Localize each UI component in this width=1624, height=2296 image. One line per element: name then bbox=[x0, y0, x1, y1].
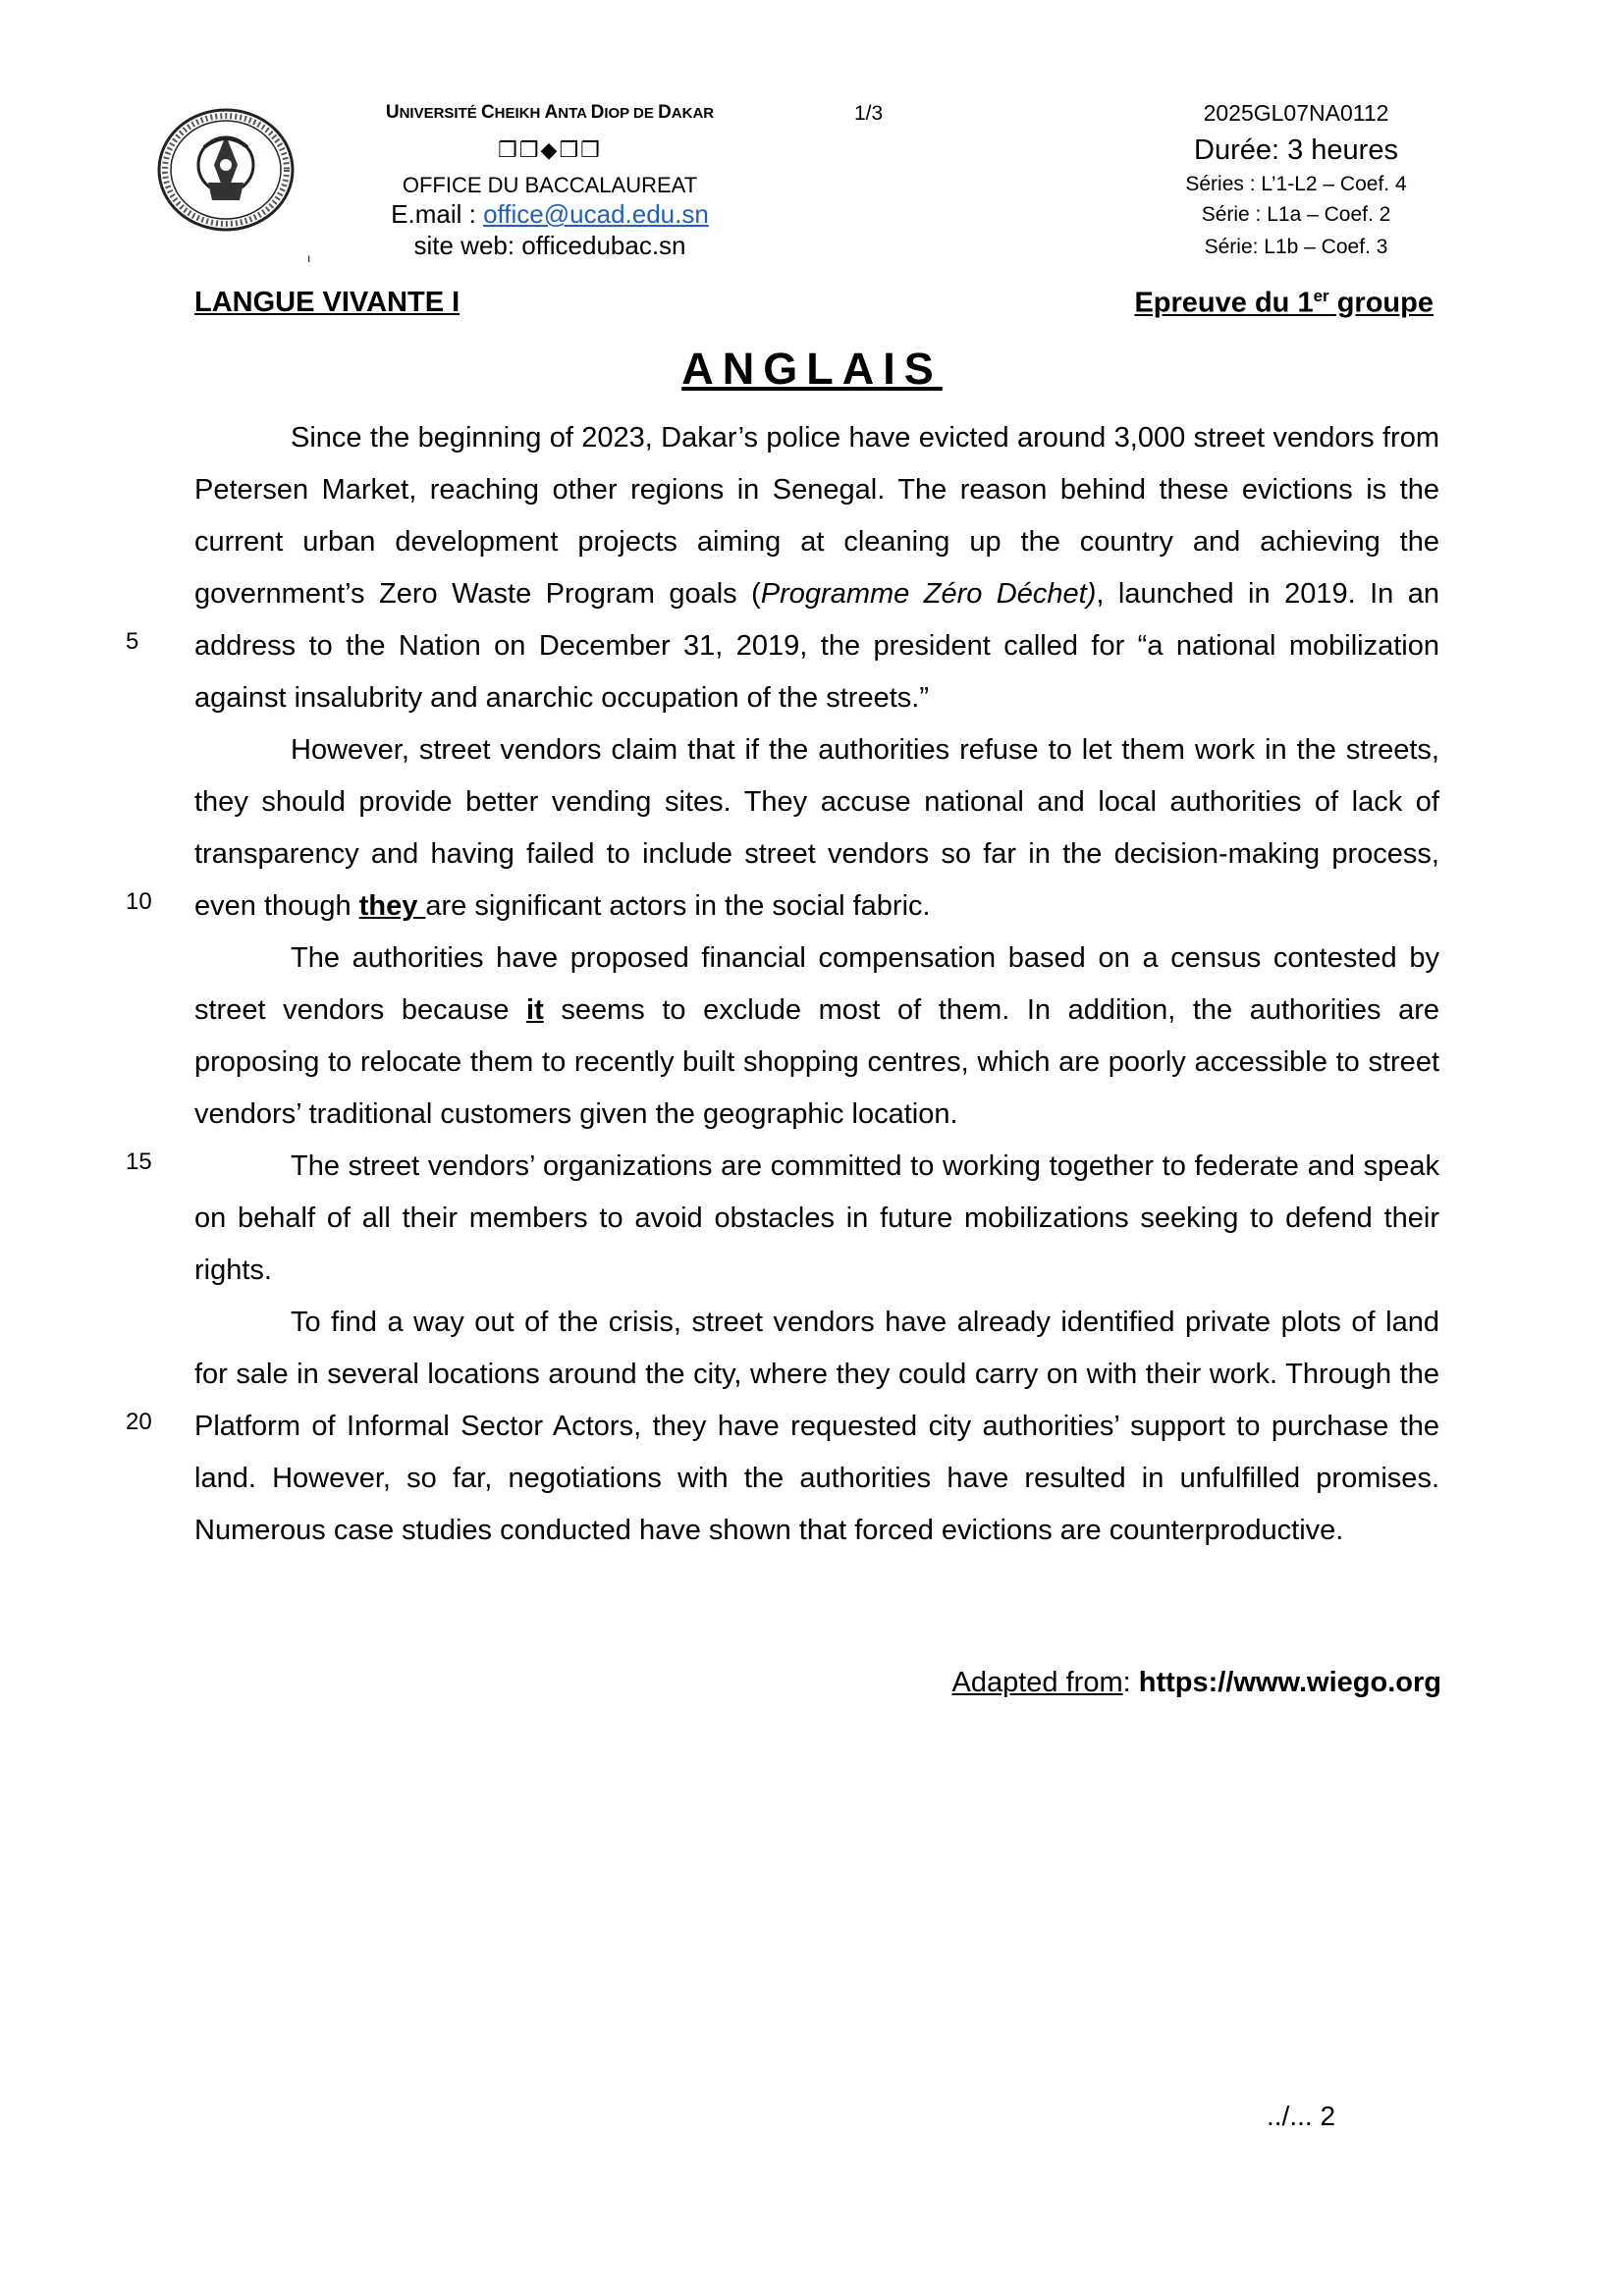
paragraph-2: However, street vendors claim that if the authorities refuse to let them work in the streets, they should provide better vending sites. They accuse national and local authorities of lack of transparency and having failed to include street vendors so far in the decision-making process, even though they are significant actors in the social fabric. bbox=[194, 734, 1439, 922]
series-coef-3: Série: L1b – Coef. 3 bbox=[1204, 236, 1388, 258]
office-name: OFFICE DU BACCALAUREAT bbox=[402, 173, 698, 197]
paragraph-5: To find a way out of the crisis, street vendors have already identified private plots of land for sale in several locations around the city, where they could carry on with their work. Through the Platform of Informal Sector Actors, they have requested city authorities’ support to purchase the land. However, so far, negotiations with the authorities have resulted in unfulfilled promises. Numerous case studies conducted have shown that forced evictions are counterproductive. bbox=[194, 1307, 1439, 1546]
line-number-5: 5 bbox=[126, 628, 139, 655]
page-number: 1/3 bbox=[854, 102, 884, 125]
ornament-separator: ❒❒◆❒❒ bbox=[498, 137, 602, 162]
reading-passage bbox=[194, 412, 1439, 1557]
email-line bbox=[295, 199, 805, 230]
exam-code: 2025GL07NA0112 bbox=[1203, 100, 1389, 126]
page-title: ANGLAIS bbox=[681, 344, 943, 394]
line-number-10: 10 bbox=[126, 888, 152, 915]
university-seal-logo bbox=[155, 106, 297, 234]
stray-mark: ı bbox=[307, 251, 311, 265]
university-name: UNIVERSITÉ CHEIKH ANTA DIOP DE DAKAR bbox=[385, 102, 715, 123]
highlight-they: they bbox=[358, 890, 426, 922]
paragraph-3: The authorities have proposed financial compensation based on a census contested by street vendors because it seems to exclude most of them. In addition, the authorities are proposing to relocate them to recently built shopping centres, which are poorly accessible to street vendors’ traditional customers given the geographic location. bbox=[194, 942, 1439, 1130]
line-number-20: 20 bbox=[126, 1409, 152, 1435]
email-label: E.mail : bbox=[391, 199, 484, 229]
paragraph-1: Since the beginning of 2023, Dakar’s police have evicted around 3,000 street vendors from Petersen Market, reaching other regions in Senegal. The reason behind these evictions is the current urban development projects aiming at cleaning up the country and achieving the government’s Zero Waste Program goals (Programme Zéro Déchet), launched in 2019. In an address to the Nation on December 31, 2019, the president called for “a national mobilization against insalubrity and anarchic occupation of the streets.” bbox=[194, 422, 1439, 714]
exam-duration: Durée: 3 heures bbox=[1194, 134, 1398, 166]
email-link[interactable]: office@ucad.edu.sn bbox=[483, 199, 709, 229]
line-number-15: 15 bbox=[126, 1148, 152, 1175]
source-credit: Adapted from: https://www.wiego.org bbox=[951, 1667, 1441, 1698]
website-line: site web: officedubac.sn bbox=[413, 231, 686, 260]
exam-group: Epreuve du 1er groupe bbox=[1134, 287, 1434, 319]
source-url: https://www.wiego.org bbox=[1138, 1667, 1441, 1698]
series-coef-1: Séries : L’1-L2 – Coef. 4 bbox=[1185, 173, 1407, 195]
paragraph-4: The street vendors’ organizations are committed to working together to federate and speak on behalf of all their members to avoid obstacles in future mobilizations seeking to defend their rights. bbox=[194, 1150, 1439, 1286]
series-coef-2: Série : L1a – Coef. 2 bbox=[1201, 203, 1391, 226]
highlight-it: it bbox=[526, 994, 544, 1026]
continue-marker: ../... 2 bbox=[1267, 2101, 1336, 2131]
subject-language: LANGUE VIVANTE I bbox=[194, 287, 460, 318]
